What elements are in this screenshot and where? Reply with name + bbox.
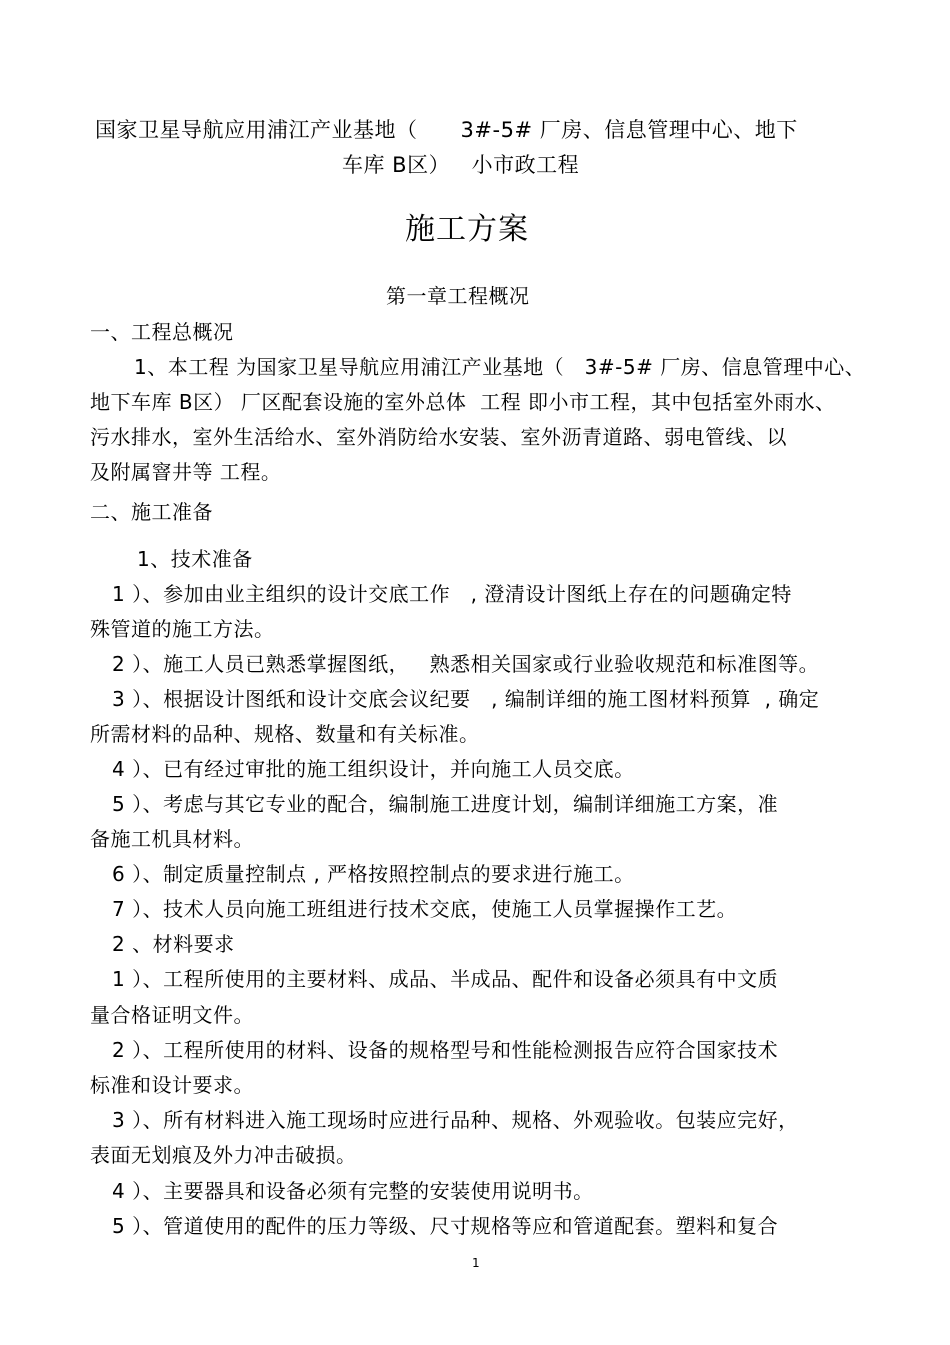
main-title: 施工方案 [405, 212, 529, 247]
list-item-continuation: 标准和设计要求。 [90, 1073, 254, 1097]
paragraph-line: 及附属窨井等 工程。 [90, 460, 282, 484]
list-item-continuation: 所需材料的品种、规格、数量和有关标准。 [90, 722, 480, 746]
list-item: 5 ）、管道使用的配件的压力等级、尺寸规格等应和管道配套。塑料和复合 [112, 1214, 779, 1238]
section-heading-overview: 一、工程总概况 [90, 320, 234, 344]
page-number: 1 [472, 1256, 480, 1270]
list-item: 5 ）、考虑与其它专业的配合，编制施工进度计划，编制详细施工方案，准 [112, 792, 779, 816]
list-item: 4 ）、已有经过审批的施工组织设计，并向施工人员交底。 [112, 757, 635, 781]
list-item-continuation: 量合格证明文件。 [90, 1003, 254, 1027]
list-item: 1 ）、参加由业主组织的设计交底工作 , 澄清设计图纸上存在的问题确定特 [112, 582, 792, 606]
paragraph-line: 1、本工程 为国家卫星导航应用浦江产业基地（ 3#-5# 厂房、信息管理中心、 [134, 355, 866, 379]
section-heading-preparation: 二、施工准备 [90, 500, 213, 524]
list-item-continuation: 备施工机具材料。 [90, 827, 254, 851]
list-item: 7 ）、技术人员向施工班组进行技术交底，使施工人员掌握操作工艺。 [112, 897, 738, 921]
chapter-title: 第一章工程概况 [386, 284, 530, 308]
document-title-line-2: 车库 B区） 小市政工程 [342, 153, 580, 177]
list-item-continuation: 殊管道的施工方法。 [90, 617, 275, 641]
list-item: 3 ）、所有材料进入施工现场时应进行品种、规格、外观验收。包装应完好， [112, 1108, 799, 1132]
list-item: 2 ）、施工人员已熟悉掌握图纸， 熟悉相关国家或行业验收规范和标准图等。 [112, 652, 820, 676]
list-item: 1 ）、工程所使用的主要材料、成品、半成品、配件和设备必须具有中文质 [112, 967, 779, 991]
list-item: 3 ）、根据设计图纸和设计交底会议纪要 , 编制详细的施工图材料预算 , 确定 [112, 687, 820, 711]
list-item: 6 ）、制定质量控制点 , 严格按照控制点的要求进行施工。 [112, 862, 635, 886]
list-item-continuation: 表面无划痕及外力冲击破损。 [90, 1143, 357, 1167]
subsection-heading-technical: 1、技术准备 [137, 547, 253, 571]
list-item: 2 ）、工程所使用的材料、设备的规格型号和性能检测报告应符合国家技术 [112, 1038, 779, 1062]
subsection-heading-materials: 2 、材料要求 [112, 932, 235, 956]
paragraph-line: 污水排水，室外生活给水、室外消防给水安装、室外沥青道路、弱电管线、以 [90, 425, 787, 449]
list-item: 4 ）、主要器具和设备必须有完整的安装使用说明书。 [112, 1179, 594, 1203]
document-title-line-1: 国家卫星导航应用浦江产业基地（ 3#-5# 厂房、信息管理中心、地下 [95, 118, 798, 142]
paragraph-line: 地下车库 B区） 厂区配套设施的室外总体 工程 即小市工程，其中包括室外雨水、 [90, 390, 836, 414]
